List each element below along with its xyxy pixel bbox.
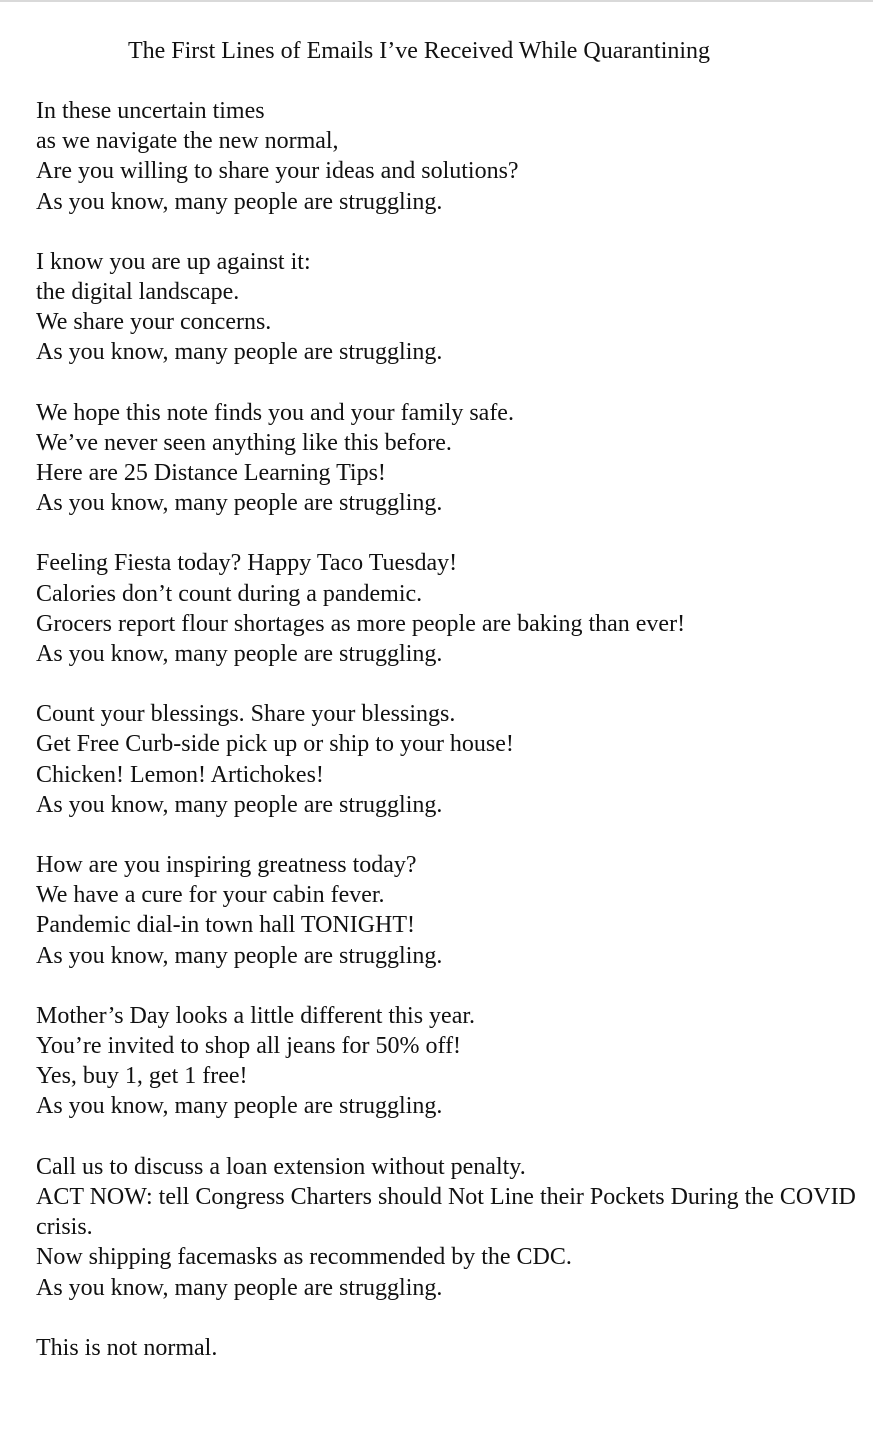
poem-line: Mother’s Day looks a little different this year. [36,1002,476,1029]
poem-refrain: As you know, many people are struggling. [36,490,443,517]
poem-line: We hope this note finds you and your family safe. [36,399,514,426]
poem-line: Calories don’t count during a pandemic. [36,580,423,607]
poem-line: as we navigate the new normal, [36,128,339,155]
poem-line: Chicken! Lemon! Artichokes! [36,761,324,788]
poem-refrain: As you know, many people are struggling. [36,1274,443,1301]
poem-refrain: As you know, many people are struggling. [36,791,443,818]
poem-line: the digital landscape. [36,279,240,306]
stanza-1 [36,96,856,217]
poem-refrain: As you know, many people are struggling. [36,339,443,366]
closing-line: This is not normal. [36,1334,218,1361]
poem-line: Feeling Fiesta today? Happy Taco Tuesday! [36,550,458,577]
poem-refrain: As you know, many people are struggling. [36,942,443,969]
stanza-8 [36,1152,856,1303]
stanza-4 [36,548,856,669]
document-page [36,36,856,1363]
poem-line: We share your concerns. [36,309,272,336]
poem-line: ACT NOW: tell Congress Charters should Not Line their Pockets During the COVID crisis. [36,1183,856,1241]
poem-line: Count your blessings. Share your blessings. [36,701,456,728]
poem-line: Are you willing to share your ideas and solutions? [36,158,519,185]
poem-line: Get Free Curb-side pick up or ship to your house! [36,731,514,758]
poem-refrain: As you know, many people are struggling. [36,1093,443,1120]
poem-line: Here are 25 Distance Learning Tips! [36,460,386,487]
stanza-2 [36,247,856,368]
top-divider [0,0,873,2]
poem-line: In these uncertain times [36,98,265,124]
poem-refrain: As you know, many people are struggling. [36,188,443,215]
poem-line: Pandemic dial-in town hall TONIGHT! [36,912,416,939]
poem-line: Yes, buy 1, get 1 free! [36,1063,248,1090]
poem-line: Grocers report flour shortages as more people are baking than ever! [36,610,686,637]
poem-line: You’re invited to shop all jeans for 50% off! [36,1033,462,1060]
stanza-6 [36,850,856,971]
poem-line: Call us to discuss a loan extension without penalty. [36,1153,526,1180]
document-title: The First Lines of Emails I’ve Received While Quarantining [127,38,711,64]
stanza-5 [36,699,856,820]
poem-line: We have a cure for your cabin fever. [36,882,385,909]
poem-line: Now shipping facemasks as recommended by the CDC. [36,1244,572,1271]
stanza-3 [36,398,856,519]
stanza-7 [36,1001,856,1122]
poem-line: We’ve never seen anything like this before. [36,429,452,456]
poem-line: I know you are up against it: [36,248,311,275]
poem-line: How are you inspiring greatness today? [36,852,417,879]
poem-refrain: As you know, many people are struggling. [36,641,443,668]
